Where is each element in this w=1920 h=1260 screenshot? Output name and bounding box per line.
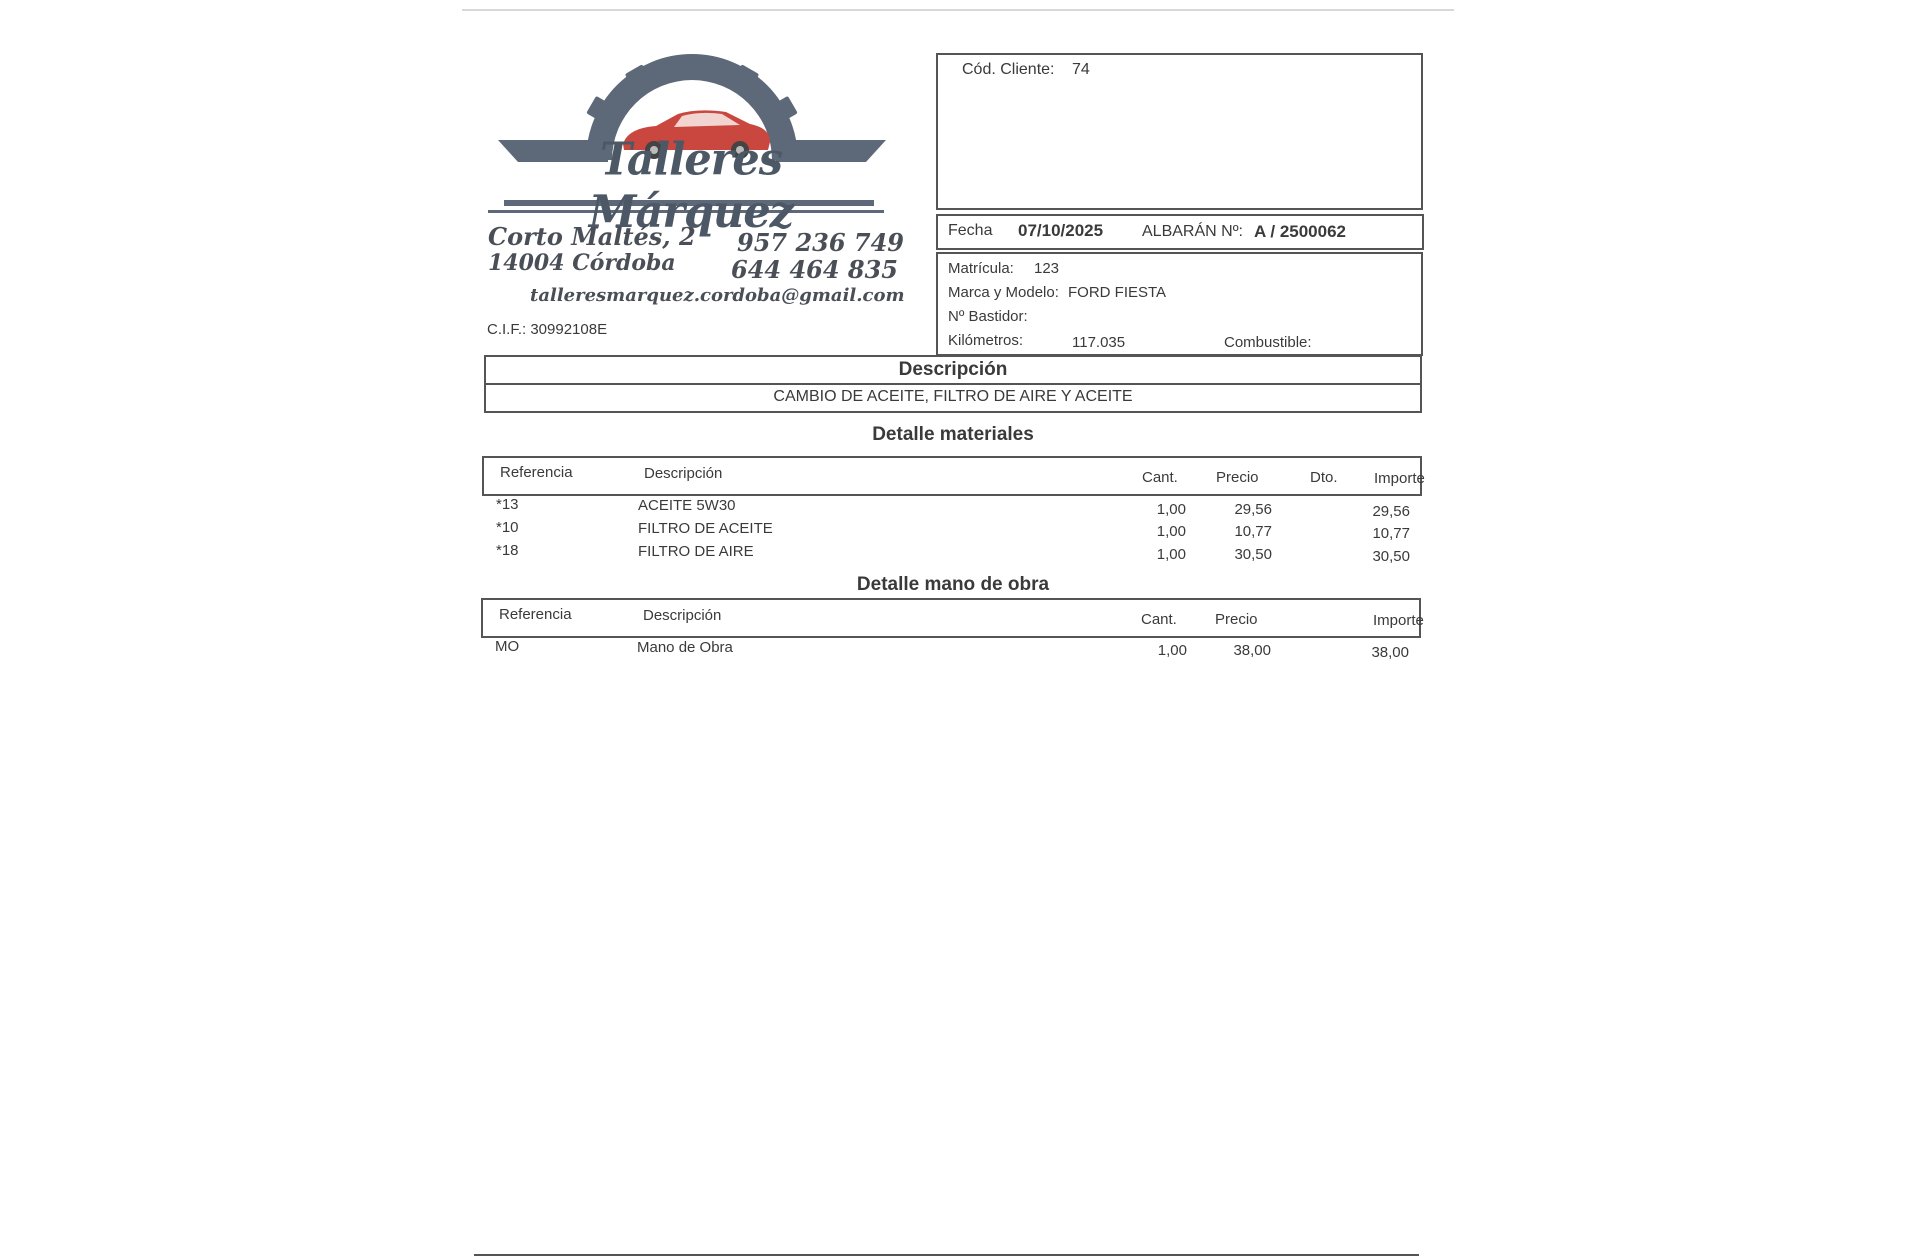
- row-importe: 30,50: [1372, 548, 1410, 565]
- address-line-2: 14004 Córdoba: [488, 250, 676, 276]
- row-cant: 1,00: [1156, 523, 1186, 540]
- matricula-value: 123: [1034, 260, 1060, 277]
- client-code-value: 74: [1072, 61, 1090, 78]
- totals-box-edge: [474, 1254, 1419, 1256]
- materials-col-ref: Referencia: [500, 464, 573, 481]
- row-cant: 1,00: [1157, 642, 1187, 659]
- labor-title: Detalle mano de obra: [856, 574, 1050, 595]
- description-header: [484, 355, 1422, 385]
- albaran-value: A / 2500062: [1254, 222, 1346, 241]
- row-desc: FILTRO DE AIRE: [638, 543, 754, 560]
- row-importe: 29,56: [1372, 503, 1410, 520]
- row-precio: 10,77: [1234, 523, 1272, 540]
- row-ref: MO: [495, 638, 520, 655]
- row-importe: 38,00: [1371, 644, 1409, 661]
- row-precio: 38,00: [1233, 642, 1271, 659]
- row-desc: Mano de Obra: [637, 639, 733, 656]
- row-desc: FILTRO DE ACEITE: [638, 520, 773, 537]
- row-ref: *13: [496, 496, 519, 513]
- km-value: 117.035: [1072, 334, 1126, 351]
- labor-col-precio: Precio: [1215, 611, 1258, 628]
- labor-col-cant: Cant.: [1141, 611, 1177, 628]
- date-label: Fecha: [948, 222, 993, 239]
- vehicle-box: [936, 252, 1423, 356]
- materials-header-row: [482, 456, 1425, 496]
- marca-value: FORD FIESTA: [1068, 284, 1167, 301]
- row-cant: 1,00: [1156, 501, 1186, 518]
- marca-label: Marca y Modelo:: [948, 284, 1059, 301]
- bastidor-label: Nº Bastidor:: [948, 308, 1028, 325]
- row-ref: *10: [496, 519, 519, 536]
- phone-1: 957 236 749: [737, 228, 905, 257]
- client-box: [936, 53, 1423, 210]
- company-email: talleresmarquez.cordoba@gmail.com: [530, 285, 905, 306]
- table-row: [482, 496, 1422, 518]
- description-body: [484, 385, 1422, 413]
- materials-col-precio: Precio: [1216, 469, 1259, 486]
- combustible-label: Combustible:: [1224, 334, 1312, 351]
- address-line-1: Corto Maltés, 2: [488, 222, 696, 251]
- client-code-label: Cód. Cliente:: [962, 61, 1055, 78]
- company-name: Talleres Márquez: [588, 133, 794, 239]
- materials-col-cant: Cant.: [1142, 469, 1178, 486]
- labor-col-desc: Descripción: [643, 607, 722, 624]
- materials-col-dto: Dto.: [1310, 469, 1338, 486]
- description-text: CAMBIO DE ACEITE, FILTRO DE AIRE Y ACEITE: [773, 388, 1133, 405]
- date-value: 07/10/2025: [1018, 221, 1104, 240]
- description-title: Descripción: [898, 359, 1008, 380]
- row-precio: 29,56: [1234, 501, 1272, 518]
- table-row: [482, 519, 1422, 541]
- row-cant: 1,00: [1156, 546, 1186, 563]
- row-desc: ACEITE 5W30: [638, 497, 736, 514]
- labor-col-ref: Referencia: [499, 606, 572, 623]
- labor-col-importe: Importe: [1373, 612, 1424, 629]
- table-row: [481, 638, 1421, 662]
- materials-col-importe: Importe: [1374, 470, 1425, 487]
- scan-edge: [462, 9, 1454, 11]
- date-invoice-box: [936, 214, 1424, 250]
- matricula-label: Matrícula:: [948, 260, 1014, 277]
- km-label: Kilómetros:: [948, 332, 1024, 349]
- materials-col-desc: Descripción: [644, 465, 723, 482]
- company-cif: C.I.F.: 30992108E: [487, 321, 608, 338]
- row-ref: *18: [496, 542, 519, 559]
- phone-2: 644 464 835: [731, 255, 899, 284]
- row-importe: 10,77: [1372, 525, 1410, 542]
- row-precio: 30,50: [1234, 546, 1272, 563]
- albaran-label: ALBARÁN Nº:: [1142, 223, 1243, 240]
- materials-title: Detalle materiales: [872, 424, 1034, 445]
- table-row: [482, 542, 1422, 564]
- labor-header-row: [481, 598, 1424, 638]
